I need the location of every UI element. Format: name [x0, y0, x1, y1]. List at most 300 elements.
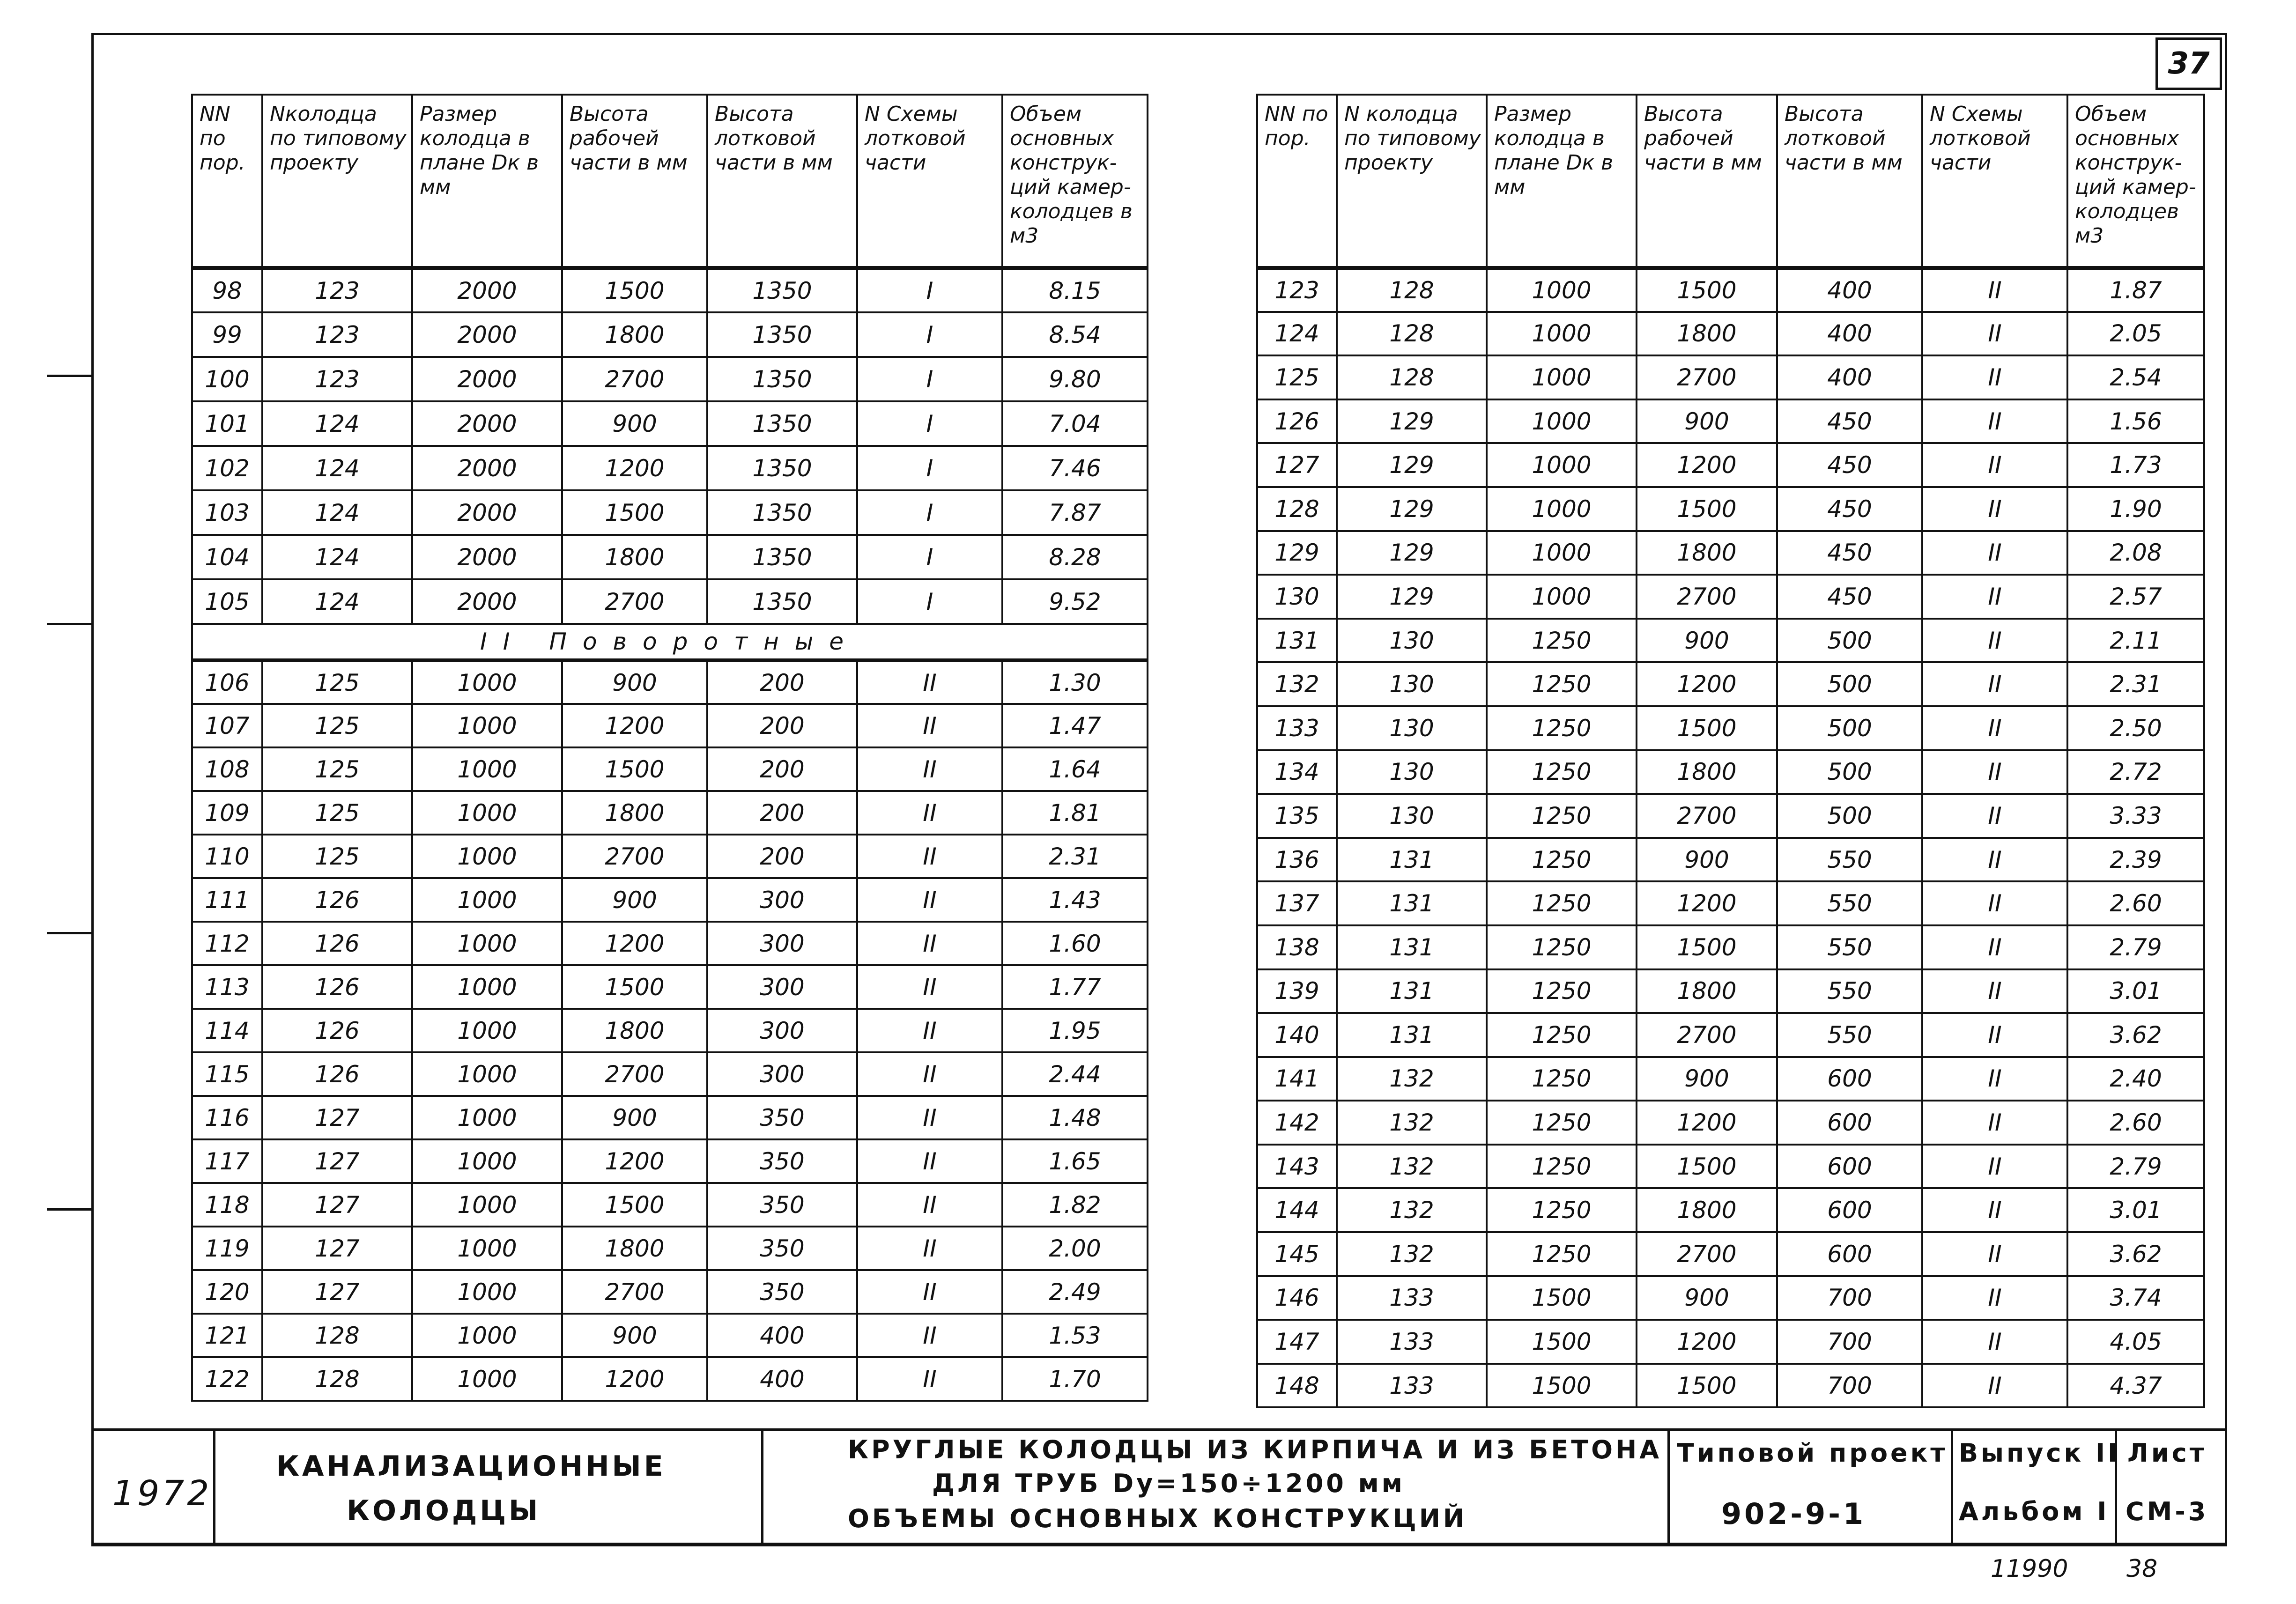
cell-well-size: 1500 [1487, 1276, 1637, 1320]
table-row [192, 312, 1148, 357]
cell-tray-scheme: II [857, 1314, 1002, 1357]
cell-well-size: 1250 [1487, 925, 1637, 969]
cell-row-number: 133 [1257, 706, 1337, 750]
cell-row-number: 132 [1257, 662, 1337, 706]
cell-well-size: 1000 [412, 791, 562, 835]
cell-tray-height: 600 [1777, 1057, 1922, 1101]
cell-tray-scheme: I [857, 490, 1002, 535]
cell-row-number: 98 [192, 268, 262, 312]
cell-well-size: 1000 [412, 878, 562, 922]
cell-volume: 9.80 [1002, 357, 1148, 401]
cell-tray-scheme: I [857, 535, 1002, 579]
cell-well-number: 132 [1337, 1232, 1487, 1276]
table-row [192, 490, 1148, 535]
cell-tray-height: 1350 [707, 268, 857, 312]
table-row [192, 1139, 1148, 1183]
cell-well-number: 125 [262, 747, 412, 791]
header-working-height: Высота рабочей части в мм [562, 95, 707, 268]
cell-well-number: 131 [1337, 838, 1487, 882]
cell-volume: 2.44 [1002, 1052, 1148, 1096]
cell-tray-scheme: II [1922, 312, 2067, 356]
cell-well-size: 1000 [1487, 268, 1637, 312]
cell-tray-scheme: I [857, 446, 1002, 490]
cell-tray-scheme: II [857, 1139, 1002, 1183]
header-well-number: N колодца по типовому проекту [1337, 95, 1487, 268]
cell-tray-scheme: II [1922, 750, 2067, 794]
cell-row-number: 141 [1257, 1057, 1337, 1101]
cell-working-height: 1800 [1637, 750, 1777, 794]
cell-well-size: 1000 [412, 704, 562, 747]
cell-working-height: 1200 [562, 1357, 707, 1401]
issue-cell [1951, 1431, 2120, 1543]
cell-well-size: 1000 [412, 660, 562, 704]
cell-tray-scheme: II [857, 1009, 1002, 1052]
cell-working-height: 2700 [1637, 794, 1777, 838]
cell-well-size: 1000 [1487, 575, 1637, 619]
cell-working-height: 1500 [1637, 1145, 1777, 1189]
cell-well-size: 1500 [1487, 1364, 1637, 1408]
table-row [192, 1009, 1148, 1052]
table-row [1257, 531, 2204, 575]
cell-working-height: 1800 [1637, 312, 1777, 356]
cell-tray-height: 200 [707, 791, 857, 835]
cell-working-height: 1800 [562, 535, 707, 579]
cell-working-height: 1200 [562, 1139, 707, 1183]
cell-well-size: 1250 [1487, 1101, 1637, 1145]
cell-tray-scheme: II [1922, 355, 2067, 399]
cell-well-size: 1000 [1487, 531, 1637, 575]
cell-volume: 1.48 [1002, 1096, 1148, 1139]
cell-volume: 2.79 [2067, 925, 2204, 969]
cell-row-number: 128 [1257, 487, 1337, 531]
cell-row-number: 123 [1257, 268, 1337, 312]
table-row [1257, 706, 2204, 750]
table-row [1257, 1145, 2204, 1189]
issue-label: Выпуск II [1959, 1438, 2120, 1468]
cell-tray-height: 600 [1777, 1145, 1922, 1189]
cell-working-height: 1200 [562, 704, 707, 747]
subject-line-2: КОЛОДЦЫ [347, 1494, 541, 1527]
cell-working-height: 1200 [1637, 881, 1777, 925]
cell-tray-height: 1350 [707, 357, 857, 401]
table-row [1257, 662, 2204, 706]
cell-working-height: 2700 [1637, 575, 1777, 619]
cell-well-number: 129 [1337, 487, 1487, 531]
cell-well-size: 1000 [412, 747, 562, 791]
table-row [1257, 1364, 2204, 1408]
cell-volume: 1.64 [1002, 747, 1148, 791]
cell-well-size: 1500 [1487, 1320, 1637, 1364]
cell-well-number: 130 [1337, 619, 1487, 663]
cell-tray-height: 600 [1777, 1101, 1922, 1145]
cell-row-number: 100 [192, 357, 262, 401]
cell-tray-scheme: II [1922, 268, 2067, 312]
cell-volume: 2.72 [2067, 750, 2204, 794]
cell-tray-height: 550 [1777, 969, 1922, 1013]
cell-well-size: 1000 [412, 835, 562, 878]
cell-well-size: 1250 [1487, 750, 1637, 794]
cell-row-number: 129 [1257, 531, 1337, 575]
cell-row-number: 125 [1257, 355, 1337, 399]
margin-tick [47, 375, 91, 377]
cell-volume: 7.87 [1002, 490, 1148, 535]
cell-working-height: 900 [1637, 619, 1777, 663]
cell-working-height: 1200 [1637, 443, 1777, 487]
cell-row-number: 116 [192, 1096, 262, 1139]
cell-volume: 3.01 [2067, 1188, 2204, 1232]
cell-well-number: 125 [262, 791, 412, 835]
cell-volume: 2.54 [2067, 355, 2204, 399]
cell-volume: 2.60 [2067, 881, 2204, 925]
cell-volume: 1.73 [2067, 443, 2204, 487]
cell-well-number: 123 [262, 268, 412, 312]
cell-row-number: 99 [192, 312, 262, 357]
header-row-number: NN по пор. [1257, 95, 1337, 268]
cell-row-number: 143 [1257, 1145, 1337, 1189]
cell-tray-height: 550 [1777, 925, 1922, 969]
table-row [192, 1270, 1148, 1314]
cell-volume: 3.62 [2067, 1232, 2204, 1276]
table-row [1257, 312, 2204, 356]
cell-working-height: 900 [1637, 399, 1777, 444]
cell-volume: 1.81 [1002, 791, 1148, 835]
cell-well-size: 2000 [412, 401, 562, 446]
footer-archive-number: 11990 [1991, 1555, 2068, 1583]
cell-well-size: 1000 [412, 1314, 562, 1357]
cell-well-number: 126 [262, 1052, 412, 1096]
cell-row-number: 112 [192, 922, 262, 965]
subject-cell [213, 1431, 761, 1543]
cell-row-number: 102 [192, 446, 262, 490]
cell-tray-height: 700 [1777, 1320, 1922, 1364]
cell-row-number: 142 [1257, 1101, 1337, 1145]
cell-tray-height: 350 [707, 1096, 857, 1139]
title-block [94, 1428, 2227, 1545]
cell-volume: 1.65 [1002, 1139, 1148, 1183]
cell-tray-scheme: II [857, 704, 1002, 747]
cell-working-height: 1500 [1637, 1364, 1777, 1408]
cell-well-size: 1250 [1487, 1013, 1637, 1057]
table-row [192, 401, 1148, 446]
cell-tray-scheme: II [857, 965, 1002, 1009]
cell-working-height: 2700 [1637, 1232, 1777, 1276]
cell-well-size: 1250 [1487, 1145, 1637, 1189]
cell-well-number: 124 [262, 490, 412, 535]
table-row [1257, 1232, 2204, 1276]
cell-well-number: 130 [1337, 662, 1487, 706]
cell-row-number: 127 [1257, 443, 1337, 487]
cell-tray-scheme: II [1922, 1145, 2067, 1189]
cell-volume: 1.56 [2067, 399, 2204, 444]
year-cell [94, 1431, 213, 1543]
cell-working-height: 1200 [1637, 662, 1777, 706]
cell-tray-height: 500 [1777, 794, 1922, 838]
cell-tray-height: 400 [1777, 355, 1922, 399]
cell-working-height: 2700 [562, 579, 707, 624]
cell-volume: 2.05 [2067, 312, 2204, 356]
cell-volume: 1.53 [1002, 1314, 1148, 1357]
table-row [1257, 619, 2204, 663]
cell-tray-height: 1350 [707, 535, 857, 579]
cell-well-number: 128 [1337, 268, 1487, 312]
table-row [192, 791, 1148, 835]
cell-working-height: 1800 [1637, 969, 1777, 1013]
header-row-number: NN по пор. [192, 95, 262, 268]
footer-page-number: 38 [2126, 1555, 2158, 1583]
table-row [192, 357, 1148, 401]
cell-row-number: 144 [1257, 1188, 1337, 1232]
header-tray-height: Высота лотковой части в мм [1777, 95, 1922, 268]
cell-tray-scheme: I [857, 312, 1002, 357]
cell-row-number: 111 [192, 878, 262, 922]
cell-volume: 1.82 [1002, 1183, 1148, 1227]
cell-tray-height: 600 [1777, 1188, 1922, 1232]
description-cell [761, 1431, 1667, 1543]
cell-well-size: 1250 [1487, 969, 1637, 1013]
cell-row-number: 108 [192, 747, 262, 791]
cell-tray-height: 400 [707, 1314, 857, 1357]
sheet-number: 37 [2168, 46, 2210, 81]
cell-well-number: 132 [1337, 1188, 1487, 1232]
cell-row-number: 131 [1257, 619, 1337, 663]
cell-tray-scheme: II [1922, 487, 2067, 531]
header-volume: Объем основных конструк-ций камер-колодцев м3 [2067, 95, 2204, 268]
cell-tray-height: 400 [707, 1357, 857, 1401]
cell-well-size: 1000 [1487, 312, 1637, 356]
cell-tray-scheme: II [1922, 925, 2067, 969]
cell-tray-height: 350 [707, 1270, 857, 1314]
cell-row-number: 107 [192, 704, 262, 747]
cell-well-number: 128 [1337, 312, 1487, 356]
cell-tray-height: 500 [1777, 619, 1922, 663]
cell-tray-height: 1350 [707, 312, 857, 357]
cell-volume: 1.77 [1002, 965, 1148, 1009]
cell-volume: 1.87 [2067, 268, 2204, 312]
sheet-code: СМ-3 [2126, 1497, 2209, 1526]
cell-working-height: 2700 [562, 835, 707, 878]
cell-well-number: 129 [1337, 531, 1487, 575]
right-volumes-table [1256, 94, 2205, 1408]
cell-working-height: 2700 [562, 357, 707, 401]
table-row [192, 835, 1148, 878]
cell-row-number: 105 [192, 579, 262, 624]
margin-tick [47, 932, 91, 934]
cell-well-number: 124 [262, 401, 412, 446]
cell-tray-scheme: II [1922, 575, 2067, 619]
cell-volume: 1.47 [1002, 704, 1148, 747]
cell-well-size: 1250 [1487, 1232, 1637, 1276]
cell-tray-scheme: II [857, 791, 1002, 835]
table-row [192, 268, 1148, 312]
cell-well-number: 128 [262, 1314, 412, 1357]
cell-tray-scheme: II [1922, 443, 2067, 487]
cell-row-number: 121 [192, 1314, 262, 1357]
sheet-number-box [2155, 37, 2222, 90]
cell-row-number: 148 [1257, 1364, 1337, 1408]
table-row [192, 1227, 1148, 1270]
cell-volume: 2.31 [1002, 835, 1148, 878]
cell-working-height: 900 [562, 1314, 707, 1357]
cell-well-size: 1000 [1487, 443, 1637, 487]
cell-tray-scheme: II [857, 835, 1002, 878]
cell-well-number: 127 [262, 1183, 412, 1227]
cell-working-height: 1500 [562, 965, 707, 1009]
cell-tray-height: 450 [1777, 531, 1922, 575]
cell-row-number: 101 [192, 401, 262, 446]
cell-volume: 1.30 [1002, 660, 1148, 704]
cell-row-number: 147 [1257, 1320, 1337, 1364]
cell-well-number: 131 [1337, 969, 1487, 1013]
cell-volume: 9.52 [1002, 579, 1148, 624]
cell-tray-height: 550 [1777, 881, 1922, 925]
cell-well-number: 132 [1337, 1101, 1487, 1145]
cell-tray-height: 200 [707, 660, 857, 704]
cell-working-height: 1800 [1637, 531, 1777, 575]
year: 1972 [112, 1473, 212, 1514]
cell-well-number: 130 [1337, 706, 1487, 750]
cell-working-height: 900 [1637, 838, 1777, 882]
album-label: Альбом I [1959, 1497, 2110, 1526]
table-row [1257, 443, 2204, 487]
cell-well-size: 2000 [412, 446, 562, 490]
table-row [192, 535, 1148, 579]
cell-well-size: 1000 [412, 1009, 562, 1052]
header-tray-height: Высота лотковой части в мм [707, 95, 857, 268]
cell-well-size: 1250 [1487, 619, 1637, 663]
table-row [1257, 1013, 2204, 1057]
table-row [1257, 881, 2204, 925]
project-number: 902-9-1 [1721, 1497, 1866, 1531]
cell-tray-height: 500 [1777, 662, 1922, 706]
cell-well-number: 131 [1337, 925, 1487, 969]
cell-volume: 2.00 [1002, 1227, 1148, 1270]
margin-tick [47, 623, 91, 625]
cell-well-number: 129 [1337, 443, 1487, 487]
cell-volume: 2.79 [2067, 1145, 2204, 1189]
cell-volume: 1.60 [1002, 922, 1148, 965]
cell-working-height: 1800 [1637, 1188, 1777, 1232]
cell-working-height: 2700 [1637, 355, 1777, 399]
cell-tray-height: 1350 [707, 579, 857, 624]
table-row [192, 1183, 1148, 1227]
cell-tray-height: 200 [707, 835, 857, 878]
cell-tray-height: 1350 [707, 446, 857, 490]
cell-working-height: 1200 [562, 446, 707, 490]
cell-row-number: 136 [1257, 838, 1337, 882]
cell-volume: 2.50 [2067, 706, 2204, 750]
cell-working-height: 1200 [1637, 1101, 1777, 1145]
table-row [1257, 794, 2204, 838]
cell-working-height: 1500 [562, 268, 707, 312]
cell-tray-height: 1350 [707, 490, 857, 535]
cell-working-height: 900 [1637, 1276, 1777, 1320]
left-volumes-table [191, 94, 1148, 1402]
header-tray-scheme: N Схемы лотковой части [1922, 95, 2067, 268]
cell-tray-height: 550 [1777, 1013, 1922, 1057]
table-row [1257, 1188, 2204, 1232]
cell-well-size: 2000 [412, 579, 562, 624]
cell-row-number: 137 [1257, 881, 1337, 925]
table-row [192, 1357, 1148, 1401]
cell-well-size: 1000 [412, 922, 562, 965]
cell-tray-scheme: II [857, 878, 1002, 922]
header-well-size: Размер колодца в плане Dк в мм [412, 95, 562, 268]
margin-tick [47, 1208, 91, 1211]
table-row [192, 446, 1148, 490]
project-cell [1667, 1431, 1951, 1543]
cell-well-number: 123 [262, 357, 412, 401]
cell-volume: 1.43 [1002, 878, 1148, 922]
section-label-turning: II Поворотные [192, 624, 1148, 660]
cell-well-size: 1250 [1487, 838, 1637, 882]
cell-tray-scheme: II [1922, 1188, 2067, 1232]
cell-working-height: 1800 [562, 312, 707, 357]
cell-volume: 4.05 [2067, 1320, 2204, 1364]
subject-line-1: КАНАЛИЗАЦИОННЫЕ [276, 1450, 666, 1483]
cell-row-number: 104 [192, 535, 262, 579]
cell-well-number: 126 [262, 922, 412, 965]
cell-working-height: 1800 [562, 1009, 707, 1052]
cell-well-number: 129 [1337, 399, 1487, 444]
table-row [192, 922, 1148, 965]
cell-tray-height: 550 [1777, 838, 1922, 882]
cell-well-number: 127 [262, 1227, 412, 1270]
cell-volume: 2.08 [2067, 531, 2204, 575]
cell-row-number: 146 [1257, 1276, 1337, 1320]
cell-tray-height: 500 [1777, 750, 1922, 794]
cell-tray-scheme: II [1922, 1057, 2067, 1101]
cell-tray-height: 600 [1777, 1232, 1922, 1276]
cell-working-height: 1500 [1637, 925, 1777, 969]
table-row [1257, 1276, 2204, 1320]
cell-volume: 7.46 [1002, 446, 1148, 490]
cell-well-size: 1250 [1487, 706, 1637, 750]
cell-tray-height: 450 [1777, 443, 1922, 487]
cell-tray-scheme: I [857, 579, 1002, 624]
cell-well-size: 2000 [412, 312, 562, 357]
cell-well-number: 128 [262, 1357, 412, 1401]
cell-tray-scheme: II [1922, 706, 2067, 750]
cell-volume: 1.70 [1002, 1357, 1148, 1401]
cell-tray-scheme: II [1922, 1364, 2067, 1408]
cell-tray-height: 450 [1777, 575, 1922, 619]
cell-tray-scheme: II [1922, 969, 2067, 1013]
cell-working-height: 1500 [562, 747, 707, 791]
cell-row-number: 106 [192, 660, 262, 704]
cell-row-number: 135 [1257, 794, 1337, 838]
cell-working-height: 2700 [562, 1052, 707, 1096]
cell-tray-scheme: II [857, 922, 1002, 965]
table-row [192, 704, 1148, 747]
cell-working-height: 900 [1637, 1057, 1777, 1101]
cell-tray-height: 400 [1777, 312, 1922, 356]
cell-row-number: 118 [192, 1183, 262, 1227]
cell-row-number: 139 [1257, 969, 1337, 1013]
cell-row-number: 110 [192, 835, 262, 878]
cell-well-number: 129 [1337, 575, 1487, 619]
cell-tray-height: 300 [707, 965, 857, 1009]
cell-row-number: 113 [192, 965, 262, 1009]
cell-volume: 2.57 [2067, 575, 2204, 619]
cell-well-number: 126 [262, 878, 412, 922]
table-row [192, 1096, 1148, 1139]
cell-tray-scheme: II [1922, 399, 2067, 444]
cell-tray-scheme: II [857, 660, 1002, 704]
cell-well-number: 124 [262, 535, 412, 579]
cell-tray-scheme: II [857, 1183, 1002, 1227]
cell-volume: 2.31 [2067, 662, 2204, 706]
description-line-3: ОБЪЕМЫ ОСНОВНЫХ КОНСТРУКЦИЙ [848, 1504, 1467, 1533]
